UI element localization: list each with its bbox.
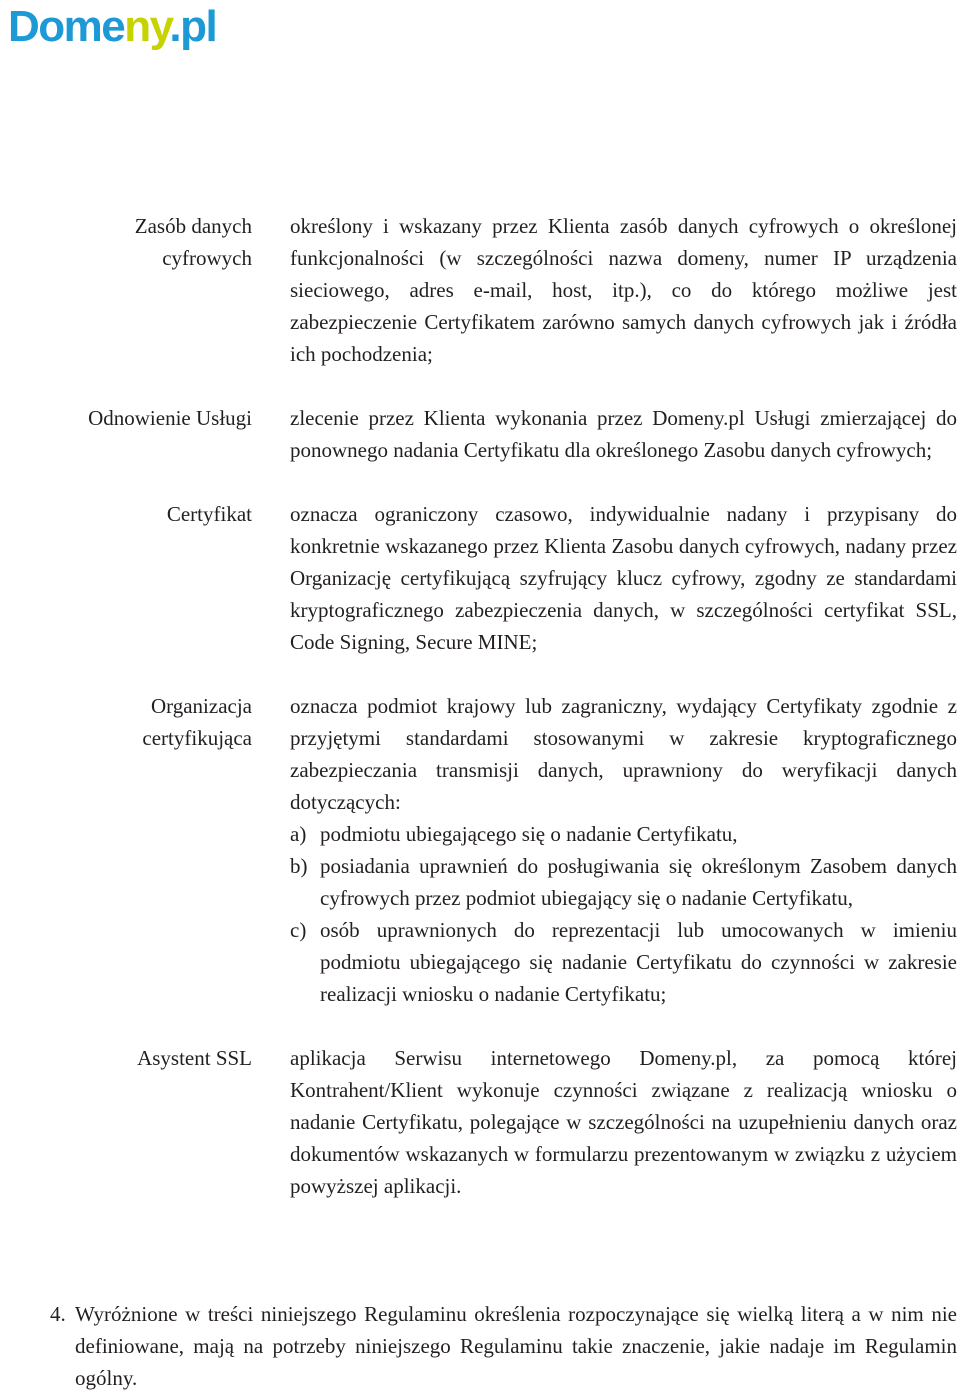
definitions-list: [0, 210, 960, 1234]
paragraph-text: Wyróżnione w treści niniejszego Regulaminu określenia rozpoczynające się wielką literą a w nim nie definiowane, mają na potrzeby niniejszego Regulaminu takie znaczenie, jakie nadaje im Regulamin ogólny.: [75, 1302, 957, 1390]
definition-row: [0, 498, 960, 658]
definition-description: oznacza podmiot krajowy lub zagraniczny, wydający Certyfikaty zgodnie z przyjętymi standardami stosowanymi w zakresie kryptograficznego zabezpieczania transmisji danych, uprawniony do weryfikacji danych dotyczących: a) podmiotu ubiegającego się o nadanie Certyfikatu, b) posiadania uprawnień do posługiwania się określonym Zasobem danych cyfrowych przez podmiot ubiegający się o nadanie Certyfikatu, c) osób uprawnionych do reprezentacji lub umocowanych w imieniu podmiotu ubiegającego się nadanie Certyfikatu do czynności w zakresie realizacji wniosku o nadanie Certyfikatu;: [290, 690, 957, 1010]
definition-term: Asystent SSL: [137, 1046, 252, 1070]
definition-description: zlecenie przez Klienta wykonania przez Domeny.pl Usługi zmierzającej do ponownego nadania Certyfikatu dla określonego Zasobu danych cyfrowych;: [290, 406, 957, 462]
definition-description: określony i wskazany przez Klienta zasób danych cyfrowych o określonej funkcjonalności (w szczególności nazwa domeny, numer IP urządzenia sieciowego, adres e-mail, host, itp.), co do którego możliwe jest zabezpieczenie Certyfikatem zarówno samych danych cyfrowych jak i źródła ich pochodzenia;: [290, 214, 957, 366]
sub-list: [290, 818, 957, 1010]
definition-description: aplikacja Serwisu internetowego Domeny.pl, za pomocą której Kontrahent/Klient wykonuje czynności związane z realizacją wniosku o nadanie Certyfikatu, polegające w szczególności na uzupełnieniu danych oraz dokumentów wskazanych w formularzu prezentowanym w związku z użyciem powyższej aplikacji.: [290, 1046, 957, 1198]
list-item: b) posiadania uprawnień do posługiwania się określonym Zasobem danych cyfrowych przez podmiot ubiegający się o nadanie Certyfikatu,: [290, 854, 957, 910]
paragraph-number: 4.: [50, 1302, 66, 1326]
numbered-paragraph: [50, 1298, 957, 1394]
definition-term: Odnowienie Usługi: [88, 406, 252, 430]
definition-term: Zasób danych cyfrowych: [134, 214, 252, 270]
definition-row: [0, 690, 960, 1010]
definition-term: Certyfikat: [166, 502, 252, 526]
domeny-logo: Domeny.pl: [8, 2, 217, 51]
list-item: c) osób uprawnionych do reprezentacji lub umocowanych w imieniu podmiotu ubiegającego się nadanie Certyfikatu do czynności w zakresie realizacji wniosku o nadanie Certyfikatu;: [290, 918, 957, 1006]
list-item: a) podmiotu ubiegającego się o nadanie Certyfikatu,: [290, 822, 738, 846]
definition-row: [0, 210, 960, 370]
definition-term: Organizacja certyfikująca: [142, 694, 252, 750]
definition-row: [0, 402, 960, 466]
definition-row: [0, 1042, 960, 1202]
definition-description: oznacza ograniczony czasowo, indywidualnie nadany i przypisany do konkretnie wskazanego przez Klienta Zasobu danych cyfrowych, nadany przez Organizację certyfikującą szyfrujący klucz cyfrowy, zgodny ze standardami kryptograficznego zabezpieczenia danych, w szczególności certyfikat SSL, Code Signing, Secure MINE;: [290, 502, 957, 654]
